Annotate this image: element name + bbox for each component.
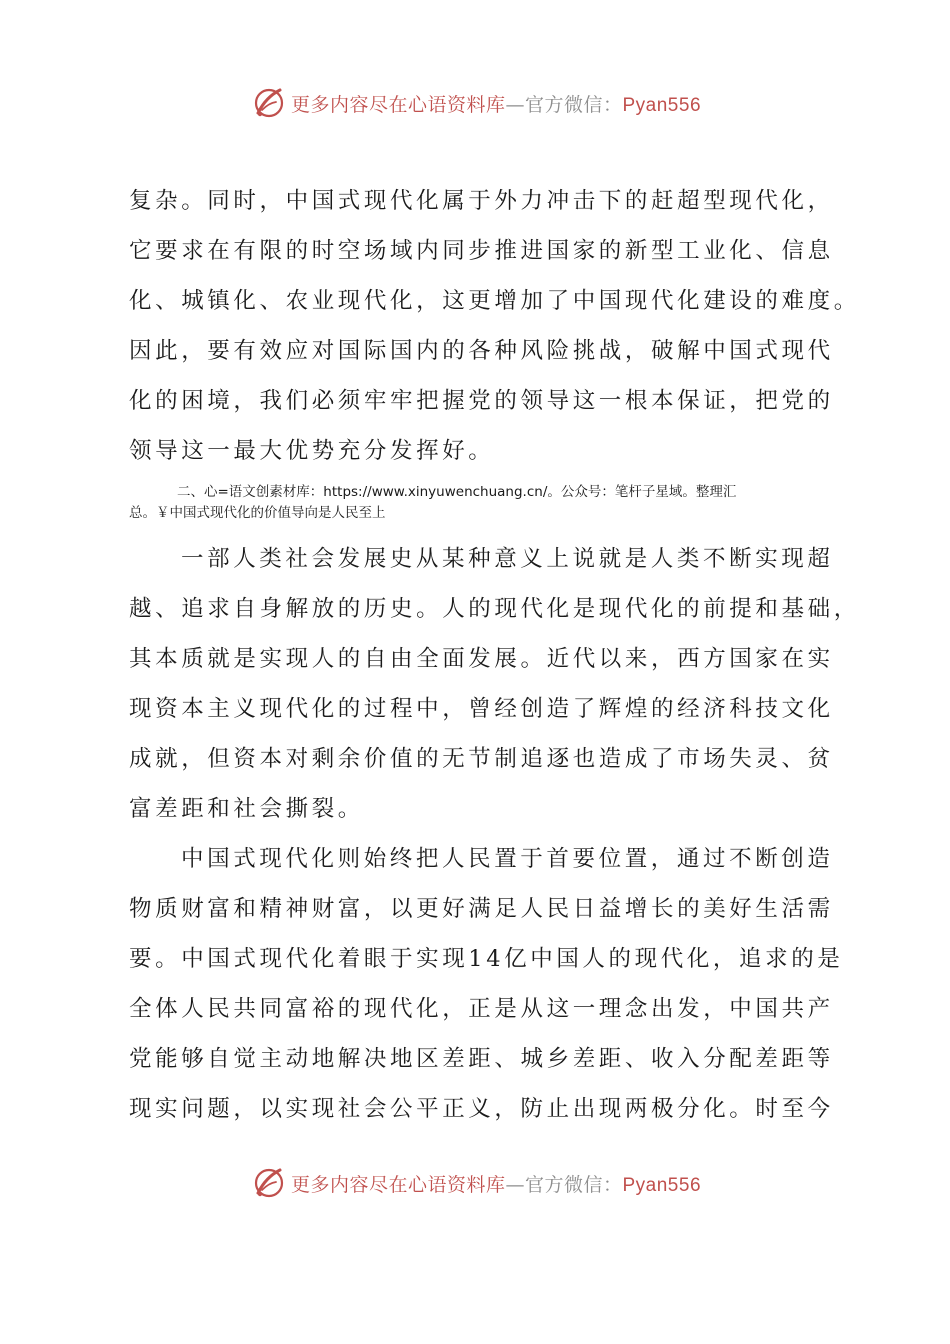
text-line: 复杂。同时，中国式现代化属于外力冲击下的赶超型现代化， — [129, 188, 834, 214]
footer-watermark — [0, 1158, 950, 1208]
text-line: 现实问题，以实现社会公平正义，防止出现两极分化。时至今 — [129, 1096, 834, 1122]
header-watermark — [0, 78, 950, 128]
text-line: 党能够自觉主动地解决地区差距、城乡差距、收入分配差距等 — [129, 1046, 834, 1072]
text-line: 要。中国式现代化着眼于实现14亿中国人的现代化，追求的是 — [129, 946, 844, 972]
text-line: 现资本主义现代化的过程中，曾经创造了辉煌的经济科技文化 — [129, 696, 834, 722]
text-line: 中国式现代化则始终把人民置于首要位置，通过不断创造 — [181, 846, 834, 872]
watermark-text: 更多内容尽在心语资料库—官方微信：Pyan556 — [290, 1173, 702, 1196]
watermark-text: 更多内容尽在心语资料库—官方微信：Pyan556 — [290, 93, 702, 116]
note-line: 二、心=语文创素材库：https://www.xinyuwenchuang.cn/。公众号：笔杆子星域。整理汇 — [177, 484, 737, 500]
text-line: 因此，要有效应对国际国内的各种风险挑战，破解中国式现代 — [129, 338, 834, 364]
text-line: 化的困境，我们必须牢牢把握党的领导这一根本保证，把党的 — [129, 388, 834, 414]
note-line: 总。￥中国式现代化的价值导向是人民至上 — [129, 505, 386, 521]
text-line: 化、城镇化、农业现代化，这更增加了中国现代化建设的难度。 — [129, 288, 860, 314]
text-line: 越、追求自身解放的历史。人的现代化是现代化的前提和基础， — [129, 596, 860, 622]
text-line: 富差距和社会撕裂。 — [129, 796, 364, 822]
ink-brush-logo-icon — [249, 1163, 289, 1203]
document-body — [129, 176, 860, 1134]
text-line: 领导这一最大优势充分发挥好。 — [129, 438, 495, 464]
source-note — [129, 482, 841, 524]
paragraph-1 — [129, 176, 860, 476]
text-line: 物质财富和精神财富，以更好满足人民日益增长的美好生活需 — [129, 896, 834, 922]
text-line: 全体人民共同富裕的现代化，正是从这一理念出发，中国共产 — [129, 996, 834, 1022]
text-line: 它要求在有限的时空场域内同步推进国家的新型工业化、信息 — [129, 238, 834, 264]
ink-brush-logo-icon — [249, 83, 289, 123]
paragraph-3 — [129, 834, 844, 1134]
text-line: 成就，但资本对剩余价值的无节制追逐也造成了市场失灵、贫 — [129, 746, 834, 772]
text-line: 一部人类社会发展史从某种意义上说就是人类不断实现超 — [181, 546, 834, 572]
text-line: 其本质就是实现人的自由全面发展。近代以来，西方国家在实 — [129, 646, 834, 672]
paragraph-2 — [129, 534, 860, 834]
